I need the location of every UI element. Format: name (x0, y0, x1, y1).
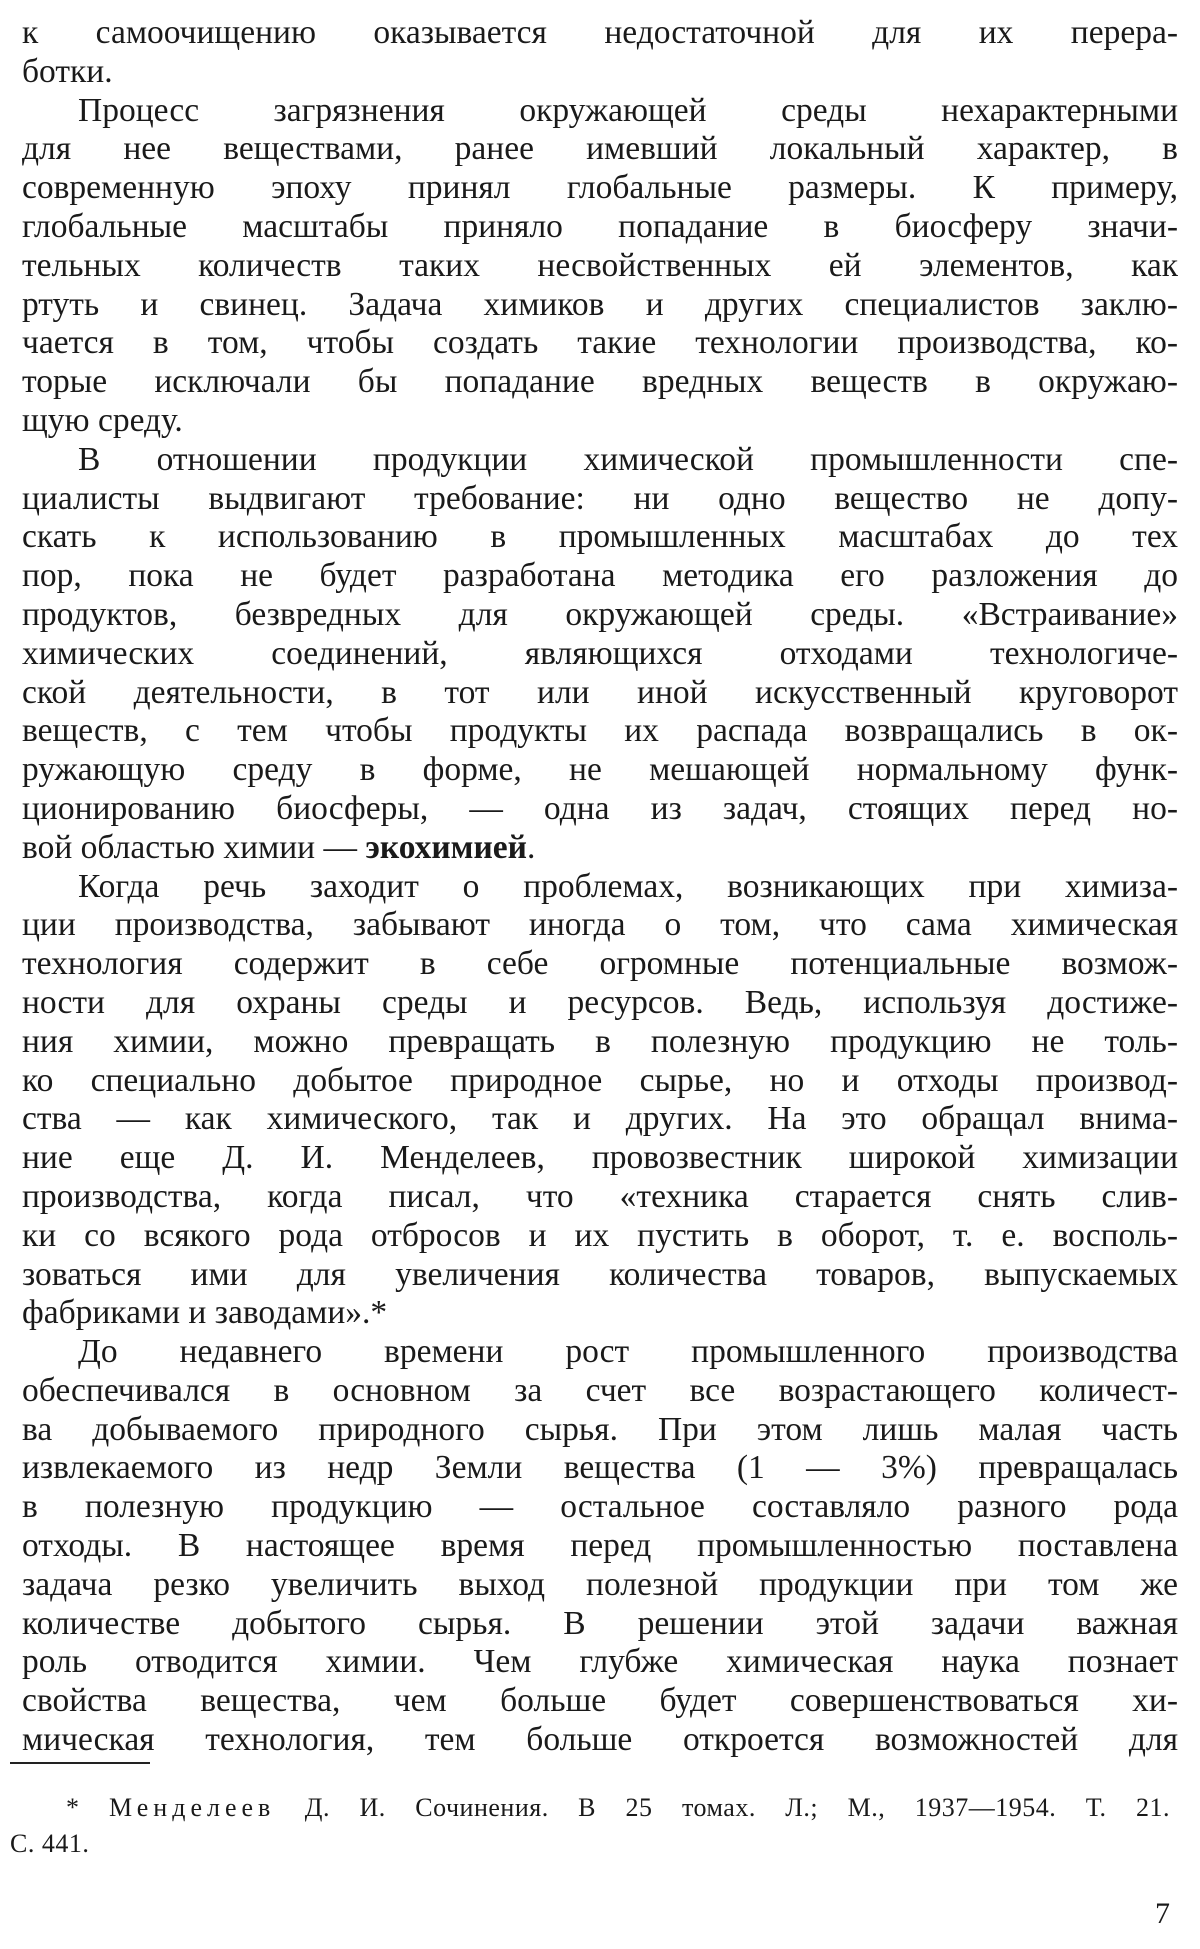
text-line: скать к использованию в промышленных масштабах до тех (22, 518, 1178, 556)
text-line: ния химии, можно превращать в полезную продукцию не толь- (22, 1022, 1178, 1060)
footnote-author: Менделеев (108, 1793, 276, 1822)
page-body (22, 14, 1178, 1760)
text-line: ской деятельности, в тот или иной искусственный круговорот (22, 673, 1178, 711)
text-line: свойства вещества, чем больше будет совершенствоваться хи- (22, 1682, 1178, 1720)
text-line: циалисты выдвигают требование: ни одно вещество не допу- (22, 479, 1178, 517)
text-line: продуктов, безвредных для окружающей среды. «Встраивание» (22, 595, 1178, 633)
text-line: для нее веществами, ранее имевший локальный характер, в (22, 130, 1178, 168)
text-line: ки со всякого рода отбросов и их пустить в оборот, т. е. восполь- (22, 1216, 1178, 1254)
text-line: ружающую среду в форме, не мешающей нормальному функ- (22, 751, 1178, 789)
paragraph-1 (22, 14, 1178, 92)
text-line: фабриками и заводами».* (22, 1294, 388, 1332)
text-line: Когда речь заходит о проблемах, возникающих при химиза- (78, 867, 1178, 905)
text-fragment: . (526, 828, 536, 866)
text-line: мическая технология, тем больше откроется возможностей для (22, 1721, 1178, 1759)
text-line: ства — как химического, так и других. На это обращал внима- (22, 1100, 1178, 1138)
text-line: ние еще Д. И. Менделеев, провозвестник широкой химизации (22, 1139, 1178, 1177)
text-fragment: вой областью химии — (22, 828, 366, 866)
footnote (10, 1790, 1170, 1862)
text-line: ртуть и свинец. Задача химиков и других специалистов заклю- (22, 285, 1178, 323)
text-line: задача резко увеличить выход полезной продукции при том же (22, 1565, 1178, 1603)
footnote-line (10, 1790, 1170, 1826)
text-line: ботки. (22, 52, 113, 90)
text-line (22, 829, 1178, 868)
text-line: к самоочищению оказывается недостаточной для их перера- (22, 14, 1178, 51)
text-line: технология содержит в себе огромные потенциальные возмож- (22, 945, 1178, 983)
paragraph-5 (22, 1333, 1178, 1760)
text-line: ции производства, забывают иногда о том, что сама химическая (22, 906, 1178, 944)
footnote-line: С. 441. (10, 1829, 90, 1858)
paragraph-3 (22, 441, 1178, 868)
text-line: зоваться ими для увеличения количества товаров, выпускаемых (22, 1255, 1178, 1293)
text-line: отходы. В настоящее время перед промышленностью поставлена (22, 1527, 1178, 1565)
footnote-marker: * (66, 1793, 109, 1822)
footnote-divider (10, 1762, 150, 1764)
paragraph-4 (22, 868, 1178, 1334)
term-ecochemistry: экохимией (365, 828, 527, 866)
text-line: ва добываемого природного сырья. При этом лишь малая часть (22, 1410, 1178, 1448)
footnote-citation: Д. И. Сочинения. В 25 томах. Л.; М., 1937—1954. Т. 21. (275, 1793, 1170, 1822)
text-line: щую среду. (22, 401, 183, 439)
paragraph-2 (22, 92, 1178, 441)
text-line: обеспечивался в основном за счет все возрастающего количест- (22, 1371, 1178, 1409)
text-line: в полезную продукцию — остальное составляло разного рода (22, 1488, 1178, 1526)
text-line: ционированию биосферы, — одна из задач, стоящих перед но- (22, 789, 1178, 827)
text-line: количестве добытого сырья. В решении этой задачи важная (22, 1604, 1178, 1642)
text-line: химических соединений, являющихся отходами технологиче- (22, 634, 1178, 672)
text-line: Процесс загрязнения окружающей среды нехарактерными (78, 91, 1178, 129)
text-line: извлекаемого из недр Земли вещества (1 — 3%) превращалась (22, 1449, 1178, 1487)
text-line: роль отводится химии. Чем глубже химическая наука познает (22, 1643, 1178, 1681)
text-line: ко специально добытое природное сырье, но и отходы производ- (22, 1061, 1178, 1099)
text-line: В отношении продукции химической промышленности спе- (78, 440, 1178, 478)
text-line: современную эпоху принял глобальные размеры. К примеру, (22, 169, 1178, 207)
text-line: чается в том, чтобы создать такие технологии производства, ко- (22, 324, 1178, 362)
text-line: ности для охраны среды и ресурсов. Ведь, используя достиже- (22, 983, 1178, 1021)
text-line: тельных количеств таких несвойственных ей элементов, как (22, 246, 1178, 284)
text-line: пор, пока не будет разработана методика его разложения до (22, 557, 1178, 595)
text-line: До недавнего времени рост промышленного производства (78, 1333, 1178, 1371)
text-line: торые исключали бы попадание вредных веществ в окружаю- (22, 363, 1178, 401)
page-number: 7 (1155, 1897, 1170, 1930)
text-line: веществ, с тем чтобы продукты их распада возвращались в ок- (22, 712, 1178, 750)
text-line: глобальные масштабы приняло попадание в биосферу значи- (22, 207, 1178, 245)
text-line: производства, когда писал, что «техника старается снять слив- (22, 1177, 1178, 1215)
